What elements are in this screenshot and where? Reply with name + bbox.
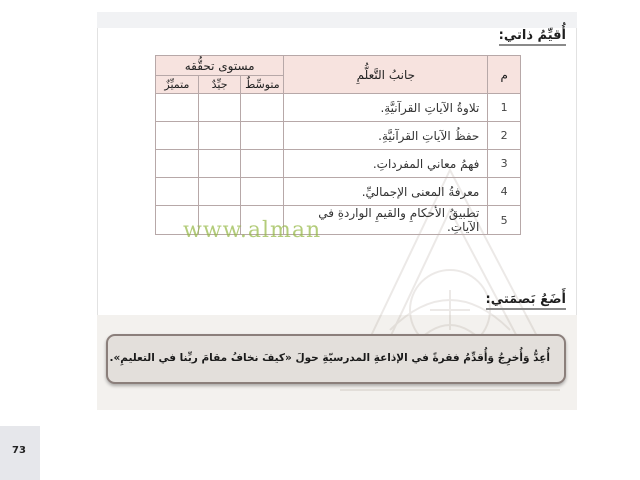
row-aspect: تطبيقُ الأحكامِ والقيمِ الواردةِ في الآياتِ. — [284, 206, 488, 235]
table-row — [156, 178, 521, 206]
row-aspect: معرفةُ المعنى الإجماليِّ. — [284, 178, 488, 206]
task-card — [106, 334, 566, 384]
level-cell-good[interactable] — [198, 150, 241, 178]
level-cell-good[interactable] — [198, 94, 241, 122]
column-header-level-good: جيِّدٌ — [198, 76, 241, 94]
table-row — [156, 94, 521, 122]
row-aspect: حفظُ الآياتِ القرآنيَّةِ. — [284, 122, 488, 150]
task-text: أُعِدُّ وَأُخرِجُ وَأُقدِّمُ فقرةً في الإذاعةِ المدرسيّةِ حولَ «كيفَ نخافُ مقامَ ربِّنا في التعليمِ». — [109, 352, 550, 364]
row-number: 2 — [488, 122, 521, 150]
level-cell-average[interactable] — [241, 94, 284, 122]
level-cell-good[interactable] — [198, 122, 241, 150]
column-header-level-average: متوسِّطٌ — [241, 76, 284, 94]
table-row — [156, 122, 521, 150]
url-watermark: www.alman — [183, 218, 322, 243]
level-cell-excellent[interactable] — [156, 178, 199, 206]
row-aspect: فهمُ معاني المفرداتِ. — [284, 150, 488, 178]
top-band — [97, 12, 577, 28]
page-number: 73 — [12, 445, 26, 456]
level-cell-average[interactable] — [241, 122, 284, 150]
column-header-number: م — [488, 56, 521, 94]
column-header-level-group: مستوى تحقُّقه — [156, 56, 284, 76]
level-cell-excellent[interactable] — [156, 150, 199, 178]
self-assessment-table — [155, 55, 521, 235]
level-cell-average[interactable] — [241, 178, 284, 206]
section-heading-assess-self: أُقيِّمُ ذاتي: — [499, 28, 566, 46]
section-heading-my-fingerprint: أَضَعُ بَصمَتي: — [486, 292, 567, 310]
row-number: 3 — [488, 150, 521, 178]
column-header-learning-aspect: جانبُ التَّعلُّمِ — [284, 56, 488, 94]
level-cell-average[interactable] — [241, 150, 284, 178]
row-number: 1 — [488, 94, 521, 122]
level-cell-good[interactable] — [198, 178, 241, 206]
row-aspect: تلاوةُ الآياتِ القرآنيَّةِ. — [284, 94, 488, 122]
level-cell-excellent[interactable] — [156, 94, 199, 122]
level-cell-excellent[interactable] — [156, 122, 199, 150]
row-number: 4 — [488, 178, 521, 206]
table-row — [156, 150, 521, 178]
row-number: 5 — [488, 206, 521, 235]
column-header-level-excellent: متميِّزٌ — [156, 76, 199, 94]
page-number-tab — [0, 426, 40, 480]
